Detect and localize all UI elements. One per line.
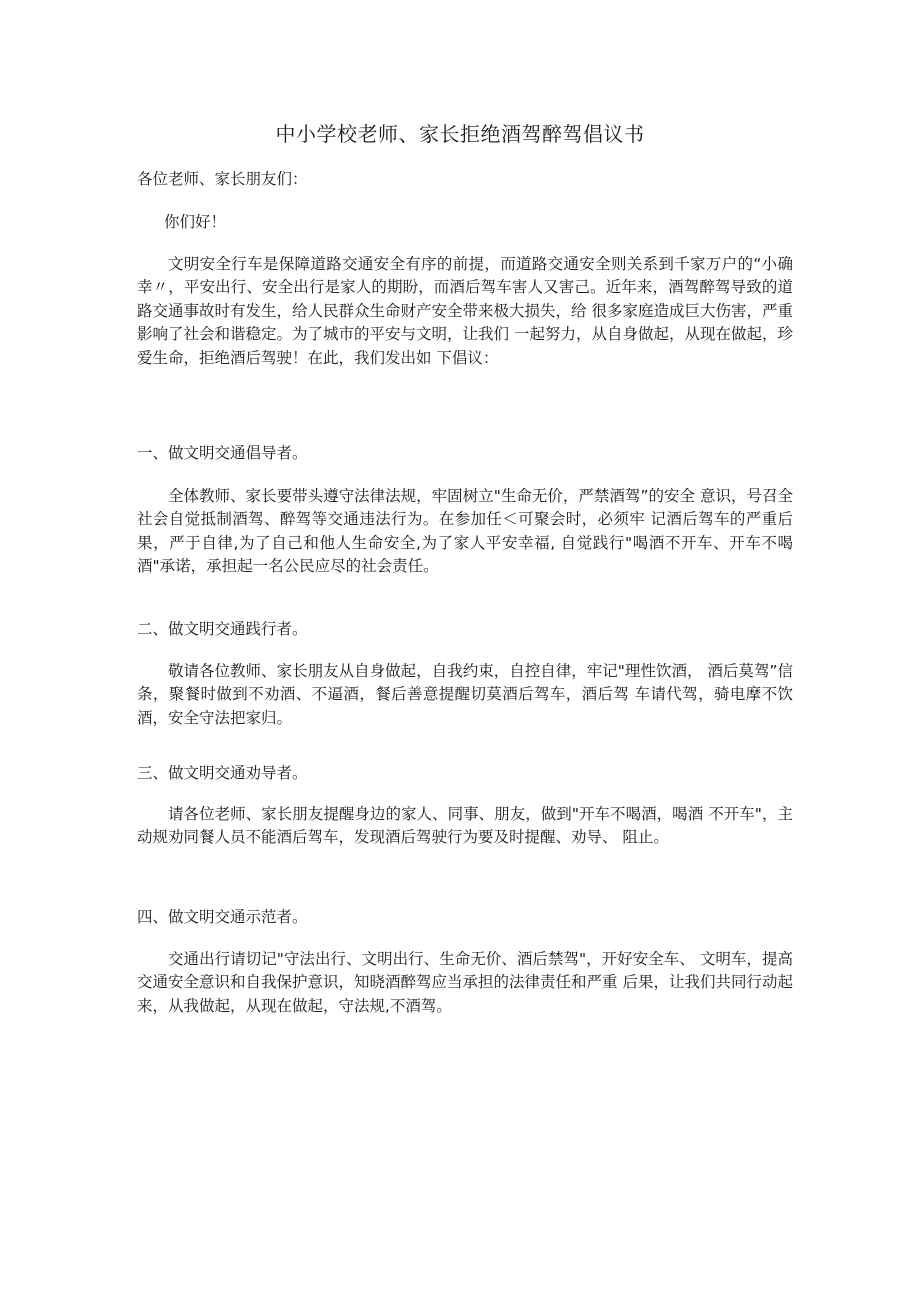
section-body: 全体教师、家长要带头遵守法律法规，牢固树立"生命无价，严禁酒驾”的安全 意识，号召全社会自觉抵制酒驾、醉驾等交通违法行为。在参加任＜可聚会时，必须牢 记酒后驾车的严重后果，严于自律,为了自己和他人生命安全,为了家人平安幸福, 自觉践行"喝酒不开车、开车不喝酒"承诺，承担起一名公民应尽的社会责任。: [137, 487, 793, 576]
section-heading: 二、做文明交通践行者。: [137, 620, 308, 638]
section-body: 敬请各位教师、家长朋友从自身做起，自我约束，自控自律，牢记"理性饮酒， 酒后莫驾”信条，聚餐时做到不劝酒、不逼酒，餐后善意提醒切莫酒后驾车，酒后驾 车请代驾，骑电摩不饮酒，安全守法把家归。: [137, 662, 793, 727]
intro-paragraph: 文明安全行车是保障道路交通安全有序的前提，而道路交通安全则关系到千家万户的“小确幸〃，平安出行、安全出行是家人的期盼，而酒后驾车害人又害己。近年来，酒驾醉驾导致的道路交通事故时有发生，给人民群众生命财产安全带来极大损失，给 很多家庭造成巨大伤害，严重影响了社会和谐稳定。为了城市的平安与文明，让我们 一起努力，从自身做起，从现在做起，珍爱生命，拒绝酒后驾驶！在此，我们发出如 下倡议：: [137, 255, 793, 367]
section-heading: 一、做文明交通倡导者。: [137, 444, 308, 462]
salutation: 各位老师、家长朋友们：: [137, 170, 308, 188]
section-heading: 三、做文明交通劝导者。: [137, 764, 308, 782]
document-title: 中小学校老师、家长拒绝酒驾醉驾倡议书: [275, 122, 645, 146]
section-body: 交通出行请切记"守法出行、文明出行、生命无价、酒后禁驾"，开好安全车、 文明车，提高交通安全意识和自我保护意识，知晓酒醉驾应当承担的法律责任和严重 后果，让我们共同行动起来，从我做起，从现在做起，守法规,不酒驾。: [137, 950, 793, 1015]
section-body: 请各位老师、家长朋友提醒身边的家人、同事、朋友，做到"开车不喝酒，喝酒 不开车"，主动规劝同餐人员不能酒后驾车，发现酒后驾驶行为要及时提醒、劝导、 阻止。: [137, 805, 793, 847]
section-heading: 四、做文明交通示范者。: [137, 908, 308, 926]
greeting: 你们好！: [164, 213, 227, 231]
